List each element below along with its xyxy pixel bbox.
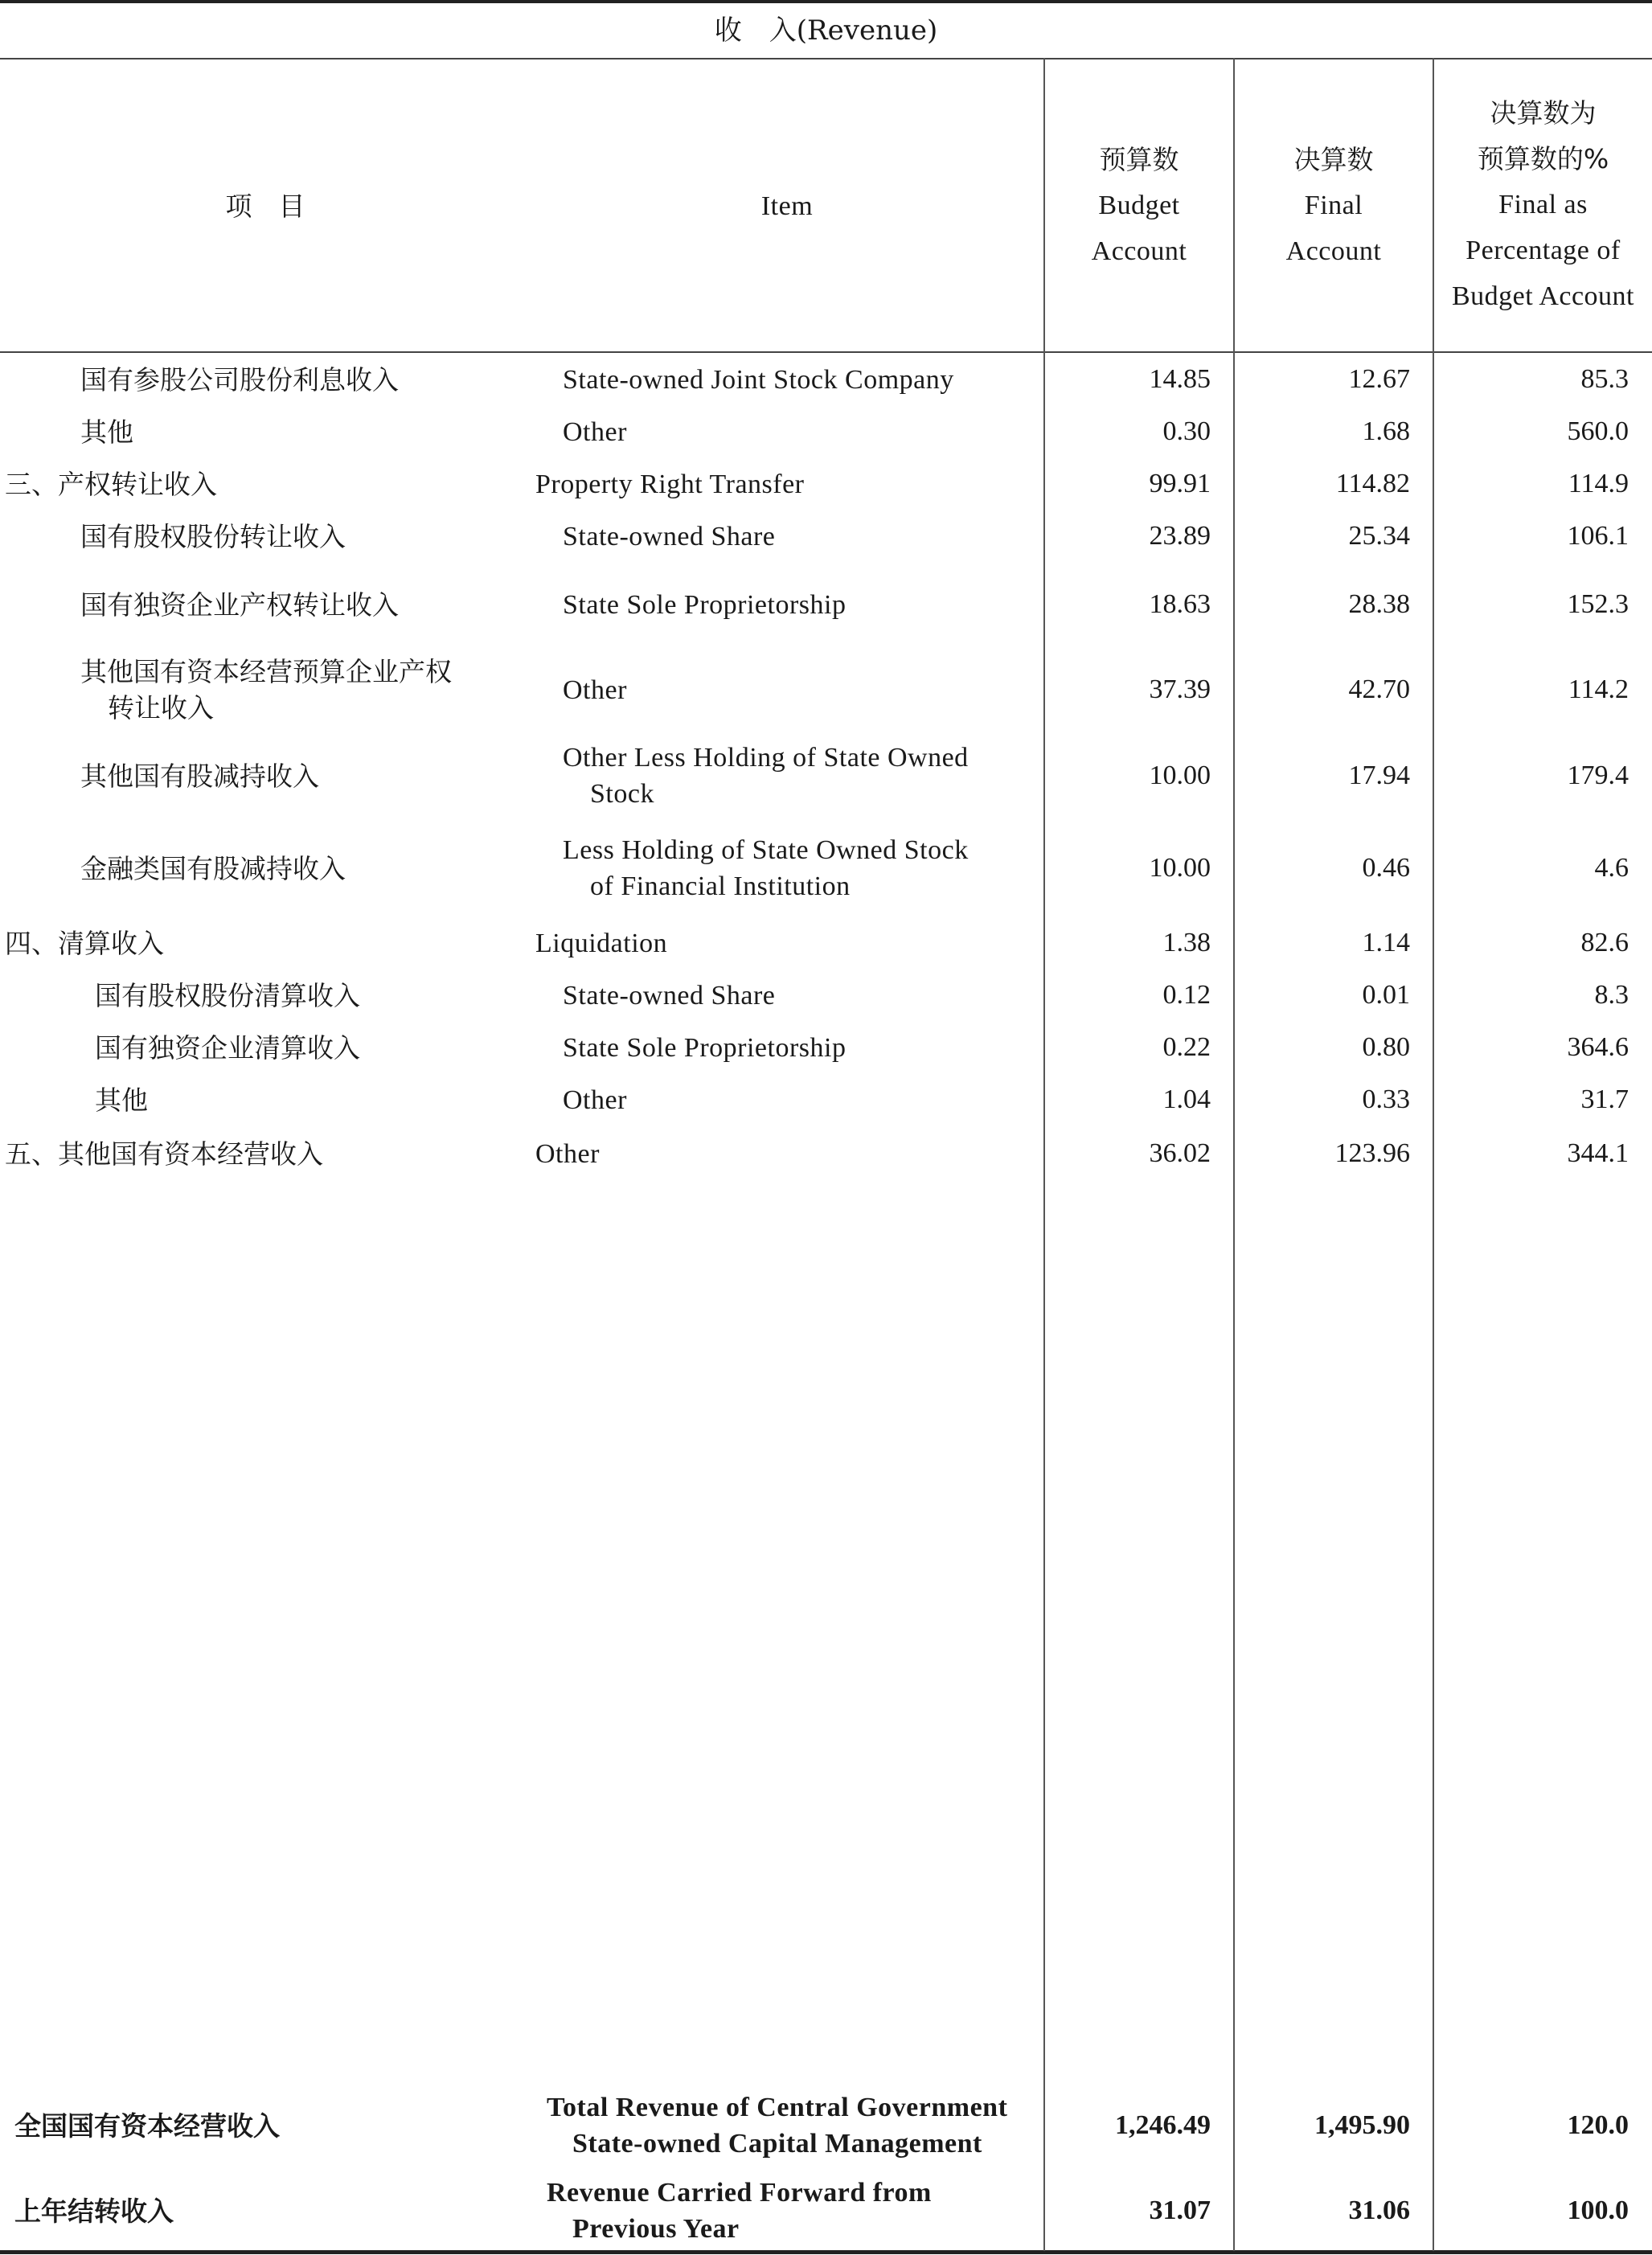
table-row-label-en: State-owned Joint Stock Company xyxy=(563,364,954,395)
top-rule xyxy=(0,0,1652,3)
table-title: 收 入(Revenue) xyxy=(714,14,938,47)
header-rule xyxy=(0,351,1652,353)
total-final-value: 1,495.90 xyxy=(1314,2110,1410,2140)
table-row-budget-value: 1.38 xyxy=(1162,928,1211,957)
table-row-percent-value: 114.2 xyxy=(1568,674,1629,704)
total-percent-value: 100.0 xyxy=(1567,2196,1629,2225)
table-row-budget-value: 0.22 xyxy=(1162,1032,1211,1062)
table-row-label-en: of Financial Institution xyxy=(590,871,851,901)
total-label-en: State-owned Capital Management xyxy=(572,2129,982,2159)
table-row-percent-value: 8.3 xyxy=(1594,980,1629,1010)
total-label-en: Revenue Carried Forward from xyxy=(547,2178,932,2208)
header-item-zh: 项 目 xyxy=(225,191,305,222)
total-label-zh: 全国国有资本经营收入 xyxy=(14,2109,280,2142)
table-row-final-value: 28.38 xyxy=(1348,589,1410,619)
table-row-label-en: Other xyxy=(563,1084,627,1115)
title-rule xyxy=(0,58,1652,59)
table-row-budget-value: 10.00 xyxy=(1149,853,1211,883)
table-row-label-en: Liquidation xyxy=(535,928,668,958)
table-row-budget-value: 1.04 xyxy=(1162,1084,1211,1114)
table-row-percent-value: 82.6 xyxy=(1580,928,1629,957)
table-row-label-zh: 国有股权股份清算收入 xyxy=(95,979,360,1011)
table-row-label-zh: 四、清算收入 xyxy=(5,927,164,959)
table-row-final-value: 123.96 xyxy=(1334,1138,1410,1168)
header-item-en: Item xyxy=(760,191,814,221)
table-row-final-value: 17.94 xyxy=(1348,761,1410,790)
table-row-label-zh: 金融类国有股减持收入 xyxy=(80,852,346,884)
table-row-label-zh: 国有参股公司股份利息收入 xyxy=(80,363,399,396)
table-row-label-en: Property Right Transfer xyxy=(535,469,805,499)
table-row-percent-value: 85.3 xyxy=(1580,364,1629,394)
table-row-label-zh: 其他国有资本经营预算企业产权 xyxy=(80,656,452,687)
table-row-percent-value: 4.6 xyxy=(1594,853,1629,883)
header-percent: 决算数为 预算数的% Final as Percentage of Budget Account xyxy=(1451,97,1635,311)
table-row-label-zh: 三、产权转让收入 xyxy=(5,468,217,500)
header-final: 决算数 Final Account xyxy=(1285,144,1382,266)
table-row-final-value: 25.34 xyxy=(1348,521,1410,551)
table-row-final-value: 0.80 xyxy=(1362,1032,1410,1062)
table-row-percent-value: 344.1 xyxy=(1567,1138,1629,1168)
total-final-value: 31.06 xyxy=(1348,2196,1410,2225)
table-row-label-zh: 其他国有股减持收入 xyxy=(80,760,319,792)
table-row-label-zh: 国有独资企业产权转让收入 xyxy=(80,588,399,621)
total-label-zh: 上年结转收入 xyxy=(14,2195,174,2227)
table-row-final-value: 0.33 xyxy=(1362,1084,1410,1114)
table-row-final-value: 42.70 xyxy=(1348,674,1410,704)
table-row-percent-value: 179.4 xyxy=(1567,761,1629,790)
table-row-final-value: 1.68 xyxy=(1362,416,1410,446)
table-row-label-en: Other Less Holding of State Owned xyxy=(563,743,969,773)
total-label-en: Previous Year xyxy=(572,2214,740,2244)
table-row-label-zh: 国有独资企业清算收入 xyxy=(95,1031,360,1064)
bottom-rule xyxy=(0,2250,1652,2254)
table-row-budget-value: 14.85 xyxy=(1149,364,1211,394)
total-budget-value: 31.07 xyxy=(1149,2196,1211,2225)
table-row-label-en: Other xyxy=(535,1138,600,1169)
table-row-final-value: 114.82 xyxy=(1335,469,1410,498)
table-row-label-zh: 国有股权股份转让收入 xyxy=(80,520,346,552)
total-budget-value: 1,246.49 xyxy=(1115,2110,1211,2140)
table-row-budget-value: 23.89 xyxy=(1149,521,1211,551)
table-row-percent-value: 152.3 xyxy=(1567,589,1629,619)
table-row-percent-value: 106.1 xyxy=(1567,521,1629,551)
table-row-budget-value: 0.30 xyxy=(1162,416,1211,446)
table-row-label-en: State Sole Proprietorship xyxy=(563,1032,846,1063)
table-row-label-en: State-owned Share xyxy=(563,980,776,1011)
table-row-label-en: Less Holding of State Owned Stock xyxy=(563,835,969,865)
table-row-label-en: Stock xyxy=(590,779,654,809)
table-row-label-zh: 其他 xyxy=(80,416,133,448)
table-row-label-en: State-owned Share xyxy=(563,521,776,551)
table-row-percent-value: 31.7 xyxy=(1580,1084,1629,1114)
table-row-label-en: Other xyxy=(563,674,627,705)
table-row-final-value: 1.14 xyxy=(1362,928,1410,957)
table-row-final-value: 0.46 xyxy=(1362,853,1410,883)
total-percent-value: 120.0 xyxy=(1567,2110,1629,2140)
table-row-label-en: State Sole Proprietorship xyxy=(563,589,846,620)
total-label-en: Total Revenue of Central Government xyxy=(547,2093,1008,2122)
table-row-budget-value: 36.02 xyxy=(1149,1138,1211,1168)
table-row-percent-value: 114.9 xyxy=(1568,469,1629,498)
table-row-budget-value: 18.63 xyxy=(1149,589,1211,619)
table-row-label-en: Other xyxy=(563,416,627,447)
table-row-budget-value: 10.00 xyxy=(1149,761,1211,790)
table-row-label-zh: 其他 xyxy=(95,1084,148,1116)
table-row-budget-value: 37.39 xyxy=(1149,674,1211,704)
table-row-final-value: 12.67 xyxy=(1348,364,1410,394)
table-row-final-value: 0.01 xyxy=(1362,980,1410,1010)
table-row-label-zh: 五、其他国有资本经营收入 xyxy=(5,1138,323,1170)
table-row-budget-value: 99.91 xyxy=(1149,469,1211,498)
table-row-percent-value: 364.6 xyxy=(1567,1032,1629,1062)
table-row-label-zh: 转让收入 xyxy=(108,692,214,724)
header-budget: 预算数 Budget Account xyxy=(1091,144,1187,266)
table-row-percent-value: 560.0 xyxy=(1567,416,1629,446)
table-row-budget-value: 0.12 xyxy=(1162,980,1211,1010)
